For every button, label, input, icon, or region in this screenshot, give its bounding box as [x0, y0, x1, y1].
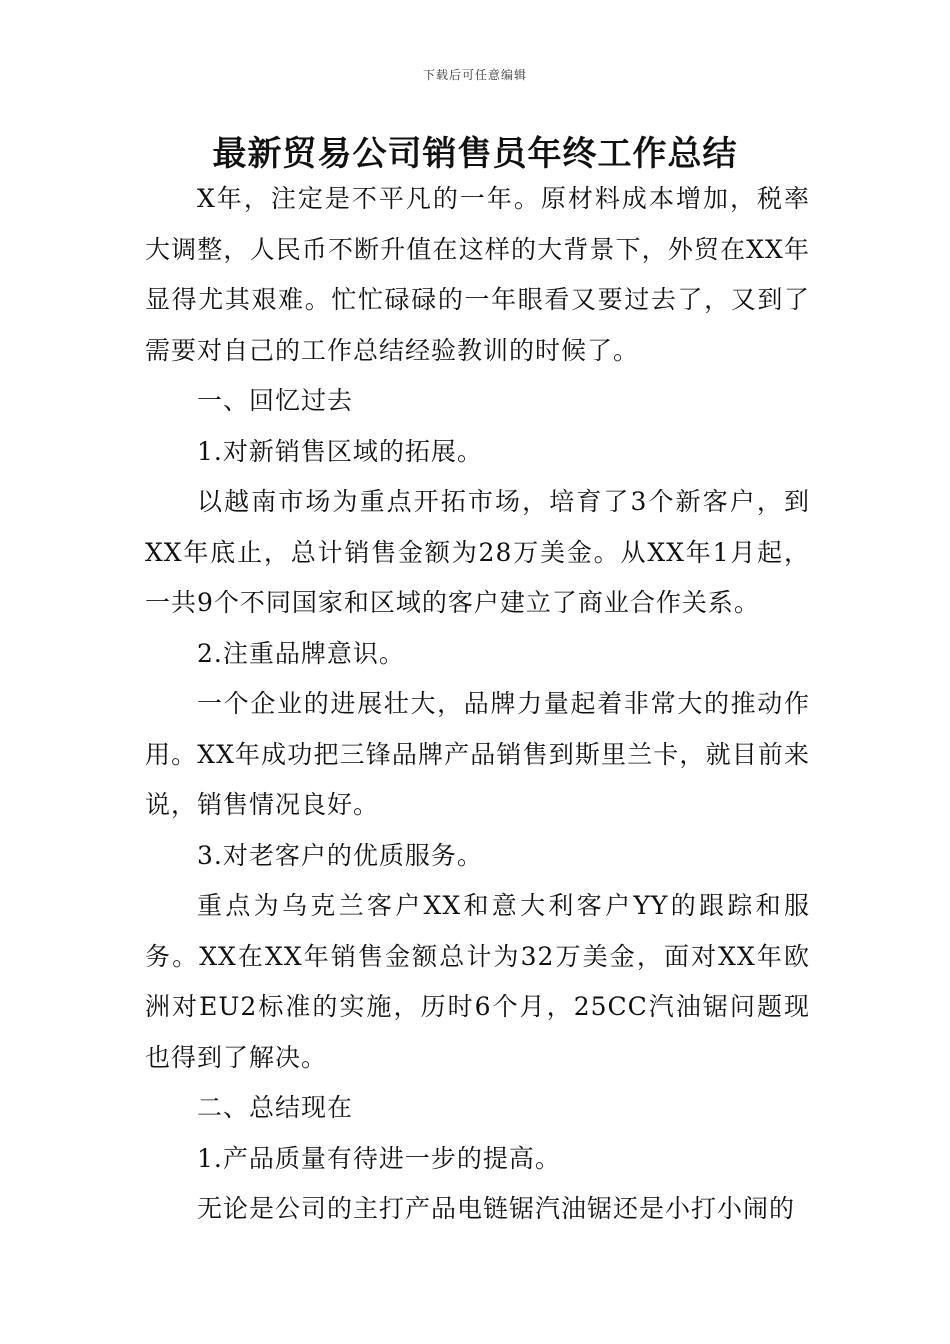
- section-heading-review-past: 一、回忆过去: [197, 386, 354, 415]
- paragraph-product-quality: 无论是公司的主打产品电链锯汽油锯还是小打小闹的: [197, 1194, 796, 1223]
- subheading-client-service: 3.对老客户的优质服务。: [197, 840, 483, 870]
- section-heading-summary-present: 二、总结现在: [197, 1093, 354, 1122]
- paragraph-client-service: 重点为乌克兰客户XX和意大利客户YY的跟踪和服务。XX在XX年销售金额总计为32万美金，面对XX年欧洲对EU2标准的实施，历时6个月，25CC汽油锯问题现也得到了解决。: [145, 891, 810, 1072]
- intro-paragraph: X年，注定是不平凡的一年。原材料成本增加，税率大调整，人民币不断升值在这样的大背景下，外贸在XX年显得尤其艰难。忙忙碌碌的一年眼看又要过去了，又到了需要对自己的工作总结经验教训的时候了。: [145, 184, 810, 365]
- document-body: [145, 174, 810, 1235]
- subheading-new-regions: 1.对新销售区域的拓展。: [197, 436, 483, 466]
- subheading-product-quality: 1.产品质量有待进一步的提高。: [197, 1143, 561, 1173]
- paragraph-new-regions: 以越南市场为重点开拓市场，培育了3个新客户，到XX年底止，总计销售金额为28万美金。从XX年1月起，一共9个不同国家和区域的客户建立了商业合作关系。: [145, 487, 810, 617]
- header-note: 下载后可任意编辑: [422, 68, 527, 82]
- document-title: 最新贸易公司销售员年终工作总结: [212, 134, 738, 174]
- paragraph-brand-awareness: 一个企业的进展壮大，品牌力量起着非常大的推动作用。XX年成功把三锋品牌产品销售到斯里兰卡，就目前来说，销售情况良好。: [145, 689, 810, 819]
- subheading-brand-awareness: 2.注重品牌意识。: [197, 638, 405, 668]
